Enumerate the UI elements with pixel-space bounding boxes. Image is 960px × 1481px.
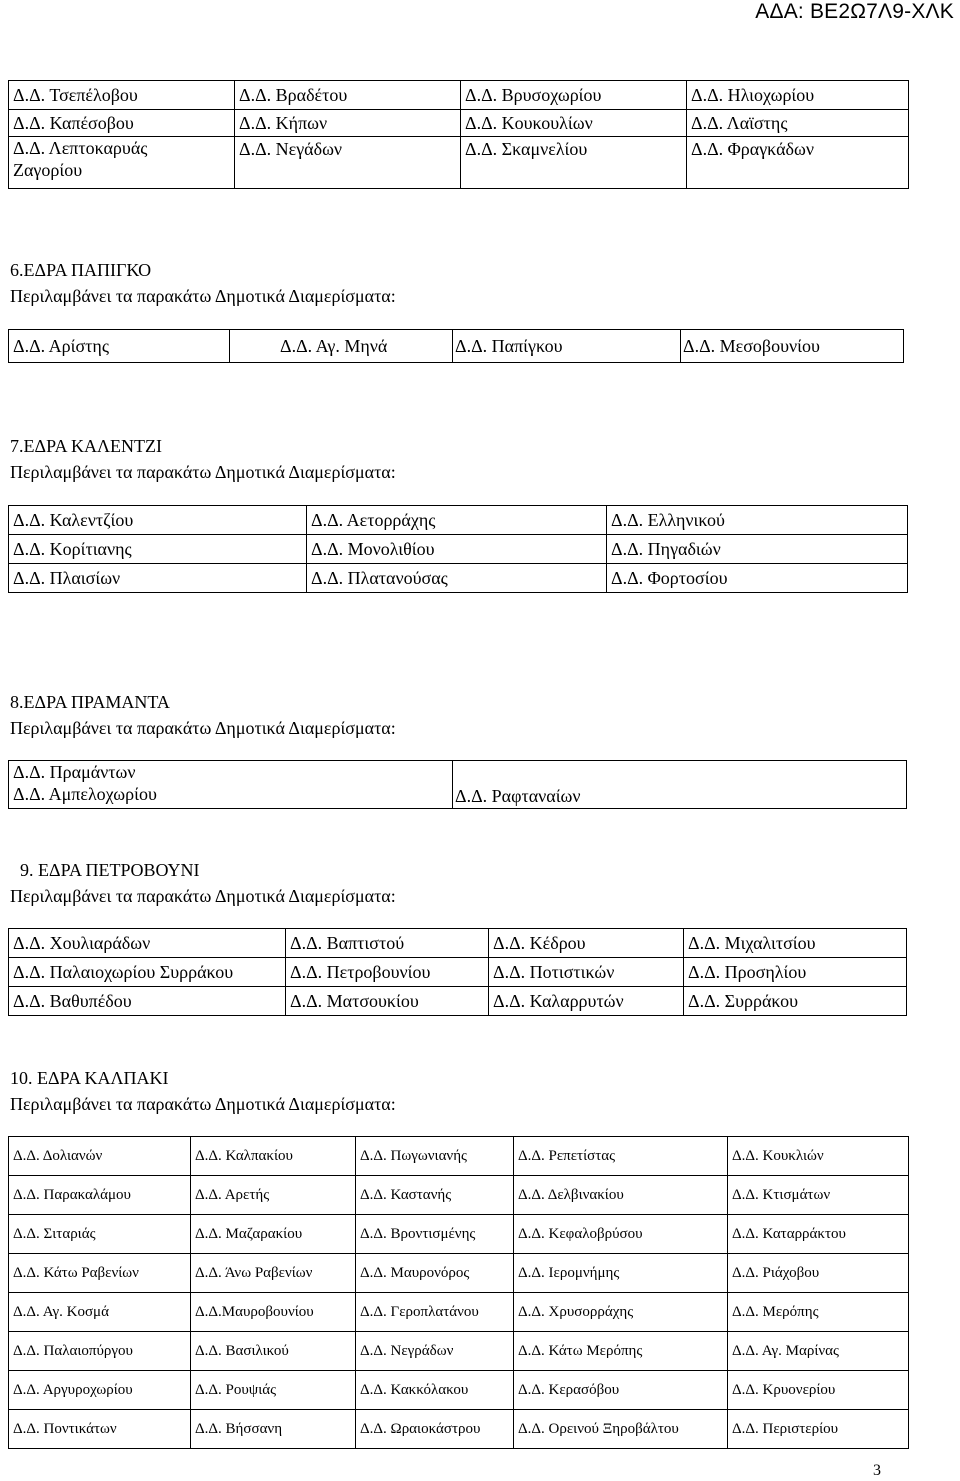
table-cell: Δ.Δ. Ρουψιάς xyxy=(191,1371,356,1410)
section-9-title: 9. ΕΔΡΑ ΠΕΤΡΟΒΟΥΝΙ xyxy=(20,860,200,880)
table-cell: Δ.Δ. Κακκόλακου xyxy=(356,1371,514,1410)
table-cell: Δ.Δ. Αρίστης xyxy=(9,330,230,363)
table-cell: Δ.Δ. Ματσουκίου xyxy=(286,987,489,1016)
table-cell: Δ.Δ. Πλατανούσας xyxy=(307,564,607,593)
table-cell: Δ.Δ. Κάτω Μερόπης xyxy=(514,1332,728,1371)
table-cell: Δ.Δ. Κουκουλίων xyxy=(461,110,687,137)
table-cell: Δ.Δ. Παρακαλάμου xyxy=(9,1176,191,1215)
table-cell: Δ.Δ. Χουλιαράδων xyxy=(9,929,286,958)
table-cell: Δ.Δ. Καλεντζίου xyxy=(9,506,307,535)
table-cell: Δ.Δ. Συρράκου xyxy=(684,987,907,1016)
table-cell: Δ.Δ. Μερόπης xyxy=(728,1293,909,1332)
table-cell: Δ.Δ. Βήσσανη xyxy=(191,1410,356,1449)
table-cell: Δ.Δ. Γεροπλατάνου xyxy=(356,1293,514,1332)
table-cell: Δ.Δ. Κερασόβου xyxy=(514,1371,728,1410)
table-cell: Δ.Δ. Καπέσοβου xyxy=(9,110,235,137)
table-cell: Δ.Δ. Βαθυπέδου xyxy=(9,987,286,1016)
table-cell: Δ.Δ. Πωγωνιανής xyxy=(356,1137,514,1176)
section-8-table xyxy=(8,760,907,809)
section-9-subtitle: Περιλαμβάνει τα παρακάτω Δημοτικά Διαμερίσματα: xyxy=(10,886,396,906)
table-cell: Δ.Δ. Βασιλικού xyxy=(191,1332,356,1371)
table-cell: Δ.Δ. Περιστερίου xyxy=(728,1410,909,1449)
table-cell: Δ.Δ. Καλαρρυτών xyxy=(489,987,684,1016)
table-cell: Δ.Δ. Προσηλίου xyxy=(684,958,907,987)
table-cell: Δ.Δ. Αγ. Μαρίνας xyxy=(728,1332,909,1371)
table-cell: Δ.Δ. Κτισμάτων xyxy=(728,1176,909,1215)
table-cell: Δ.Δ. Κορίτιανης xyxy=(9,535,307,564)
table-cell: Δ.Δ. Ιερομνήμης xyxy=(514,1254,728,1293)
table-cell: Δ.Δ. Καλπακίου xyxy=(191,1137,356,1176)
table-cell: Δ.Δ. Σιταριάς xyxy=(9,1215,191,1254)
table-cell: Δ.Δ. Ωραιοκάστρου xyxy=(356,1410,514,1449)
table-cell: Δ.Δ. Κάτω Ραβενίων xyxy=(9,1254,191,1293)
table-cell: Δ.Δ. Τσεπέλοβου xyxy=(9,81,235,110)
table-cell xyxy=(9,761,453,809)
table-cell: Δ.Δ. Λαϊστης xyxy=(687,110,909,137)
table-cell: Δ.Δ. Πλαισίων xyxy=(9,564,307,593)
table-cell: Δ.Δ. Μονολιθίου xyxy=(307,535,607,564)
section-6-subtitle: Περιλαμβάνει τα παρακάτω Δημοτικά Διαμερίσματα: xyxy=(10,286,396,306)
table-cell: Δ.Δ. Χρυσορράχης xyxy=(514,1293,728,1332)
table-cell: Δ.Δ. Άνω Ραβενίων xyxy=(191,1254,356,1293)
section-6-table xyxy=(8,329,904,363)
section-10-subtitle: Περιλαμβάνει τα παρακάτω Δημοτικά Διαμερίσματα: xyxy=(10,1094,396,1114)
table-cell: Δ.Δ. Παλαιοχωρίου Συρράκου xyxy=(9,958,286,987)
table-cell: Δ.Δ. Κέδρου xyxy=(489,929,684,958)
table-cell: Δ.Δ.Μαυροβουνίου xyxy=(191,1293,356,1332)
table-cell: Δ.Δ. Νεγράδων xyxy=(356,1332,514,1371)
page-number: 3 xyxy=(873,1462,881,1479)
table-cell: Δ.Δ. Καταρράκτου xyxy=(728,1215,909,1254)
table-cell: Δ.Δ. Παλαιοπύργου xyxy=(9,1332,191,1371)
cell-line: Δ.Δ. Πραμάντων xyxy=(13,762,136,782)
table-cell: Δ.Δ. Ραφταναίων xyxy=(453,761,907,809)
section-10-table xyxy=(8,1136,909,1449)
table-cell: Δ.Δ. Ελληνικού xyxy=(607,506,908,535)
table-cell: Δ.Δ. Αργυροχωρίου xyxy=(9,1371,191,1410)
table-cell: Δ.Δ. Κουκλιών xyxy=(728,1137,909,1176)
table-cell: Δ.Δ. Βροντισμένης xyxy=(356,1215,514,1254)
table-cell: Δ.Δ. Ρεπετίστας xyxy=(514,1137,728,1176)
table-cell: Δ.Δ. Ριάχοβου xyxy=(728,1254,909,1293)
section-6-title: 6.ΕΔΡΑ ΠΑΠΙΓΚΟ xyxy=(10,260,152,280)
section-9-table xyxy=(8,928,907,1016)
table-cell: Δ.Δ. Αρετής xyxy=(191,1176,356,1215)
table-cell: Δ.Δ. Κήπων xyxy=(235,110,461,137)
table-cell: Δ.Δ. Βραδέτου xyxy=(235,81,461,110)
table-cell: Δ.Δ. Ποντικάτων xyxy=(9,1410,191,1449)
table-cell: Δ.Δ. Αγ. Μηνά xyxy=(230,330,453,363)
section-7-subtitle: Περιλαμβάνει τα παρακάτω Δημοτικά Διαμερίσματα: xyxy=(10,462,396,482)
table-cell: Δ.Δ. Μαζαρακίου xyxy=(191,1215,356,1254)
table-cell: Δ.Δ. Κεφαλοβρύσου xyxy=(514,1215,728,1254)
table-cell: Δ.Δ. Φραγκάδων xyxy=(687,137,909,189)
cell-line: Δ.Δ. Αμπελοχωρίου xyxy=(13,784,157,804)
table-cell: Δ.Δ. Πηγαδιών xyxy=(607,535,908,564)
table-cell: Δ.Δ. Ποτιστικών xyxy=(489,958,684,987)
table-cell: Δ.Δ. Μαυρονόρος xyxy=(356,1254,514,1293)
table-cell: Δ.Δ. Φορτοσίου xyxy=(607,564,908,593)
table-cell: Δ.Δ. Ορεινού Ξηροβάλτου xyxy=(514,1410,728,1449)
table-cell: Δ.Δ. Νεγάδων xyxy=(235,137,461,189)
table-cell: Δ.Δ. Κρυονερίου xyxy=(728,1371,909,1410)
table-cell: Δ.Δ. Δολιανών xyxy=(9,1137,191,1176)
section-7-table xyxy=(8,505,908,593)
cell-line: Δ.Δ. Λεπτοκαρυάς xyxy=(13,138,148,158)
table-cell: Δ.Δ. Ηλιοχωρίου xyxy=(687,81,909,110)
section-8-subtitle: Περιλαμβάνει τα παρακάτω Δημοτικά Διαμερίσματα: xyxy=(10,718,396,738)
section-8-title: 8.ΕΔΡΑ ΠΡΑΜΑΝΤΑ xyxy=(10,692,170,712)
ada-code: ΑΔΑ: ΒΕ2Ω7Λ9-ΧΛΚ xyxy=(755,0,954,23)
table-cell: Δ.Δ. Αετορράχης xyxy=(307,506,607,535)
cell-line: Ζαγορίου xyxy=(13,160,83,180)
table-cell: Δ.Δ. Δελβινακίου xyxy=(514,1176,728,1215)
section-5-table xyxy=(8,80,909,189)
table-cell: Δ.Δ. Σκαμνελίου xyxy=(461,137,687,189)
section-10-title: 10. ΕΔΡΑ ΚΑΛΠΑΚΙ xyxy=(10,1068,169,1088)
table-cell: Δ.Δ. Μιχαλιτσίου xyxy=(684,929,907,958)
table-cell xyxy=(9,137,235,189)
table-cell: Δ.Δ. Πετροβουνίου xyxy=(286,958,489,987)
table-cell: Δ.Δ. Καστανής xyxy=(356,1176,514,1215)
table-cell: Δ.Δ. Βρυσοχωρίου xyxy=(461,81,687,110)
table-cell: Δ.Δ. Αγ. Κοσμά xyxy=(9,1293,191,1332)
section-7-title: 7.ΕΔΡΑ ΚΑΛΕΝΤΖΙ xyxy=(10,436,162,456)
table-cell: Δ.Δ. Παπίγκου xyxy=(453,330,681,363)
table-cell: Δ.Δ. Μεσοβουνίου xyxy=(681,330,904,363)
table-cell: Δ.Δ. Βαπτιστού xyxy=(286,929,489,958)
